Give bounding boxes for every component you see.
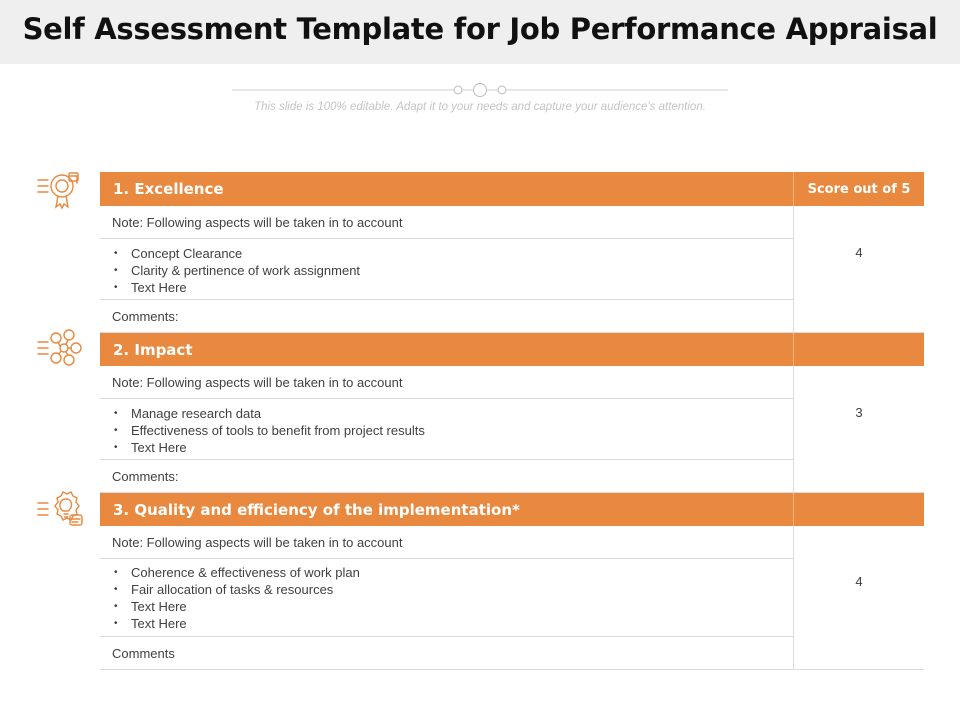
score-value: 4 [855, 245, 863, 260]
column-divider [793, 366, 794, 493]
comments-row [100, 637, 924, 670]
criteria-row [100, 559, 793, 637]
comments-label: Comments: [112, 309, 179, 324]
section-header [100, 493, 924, 526]
criteria-list [112, 245, 360, 296]
note-text: Note: Following aspects will be taken in to account [112, 215, 403, 230]
criteria-list [112, 405, 425, 456]
subtitle: This slide is 100% editable. Adapt it to your needs and capture your audience's attention. [254, 101, 706, 113]
list-item: • Coherence & effectiveness of work plan [112, 564, 360, 581]
criteria-list [112, 564, 360, 632]
note-text: Note: Following aspects will be taken in to account [112, 535, 403, 550]
section-title: 3. Quality and efficiency of the implementation* [113, 500, 520, 519]
criteria-row [100, 239, 793, 300]
list-item: • Clarity & pertinence of work assignment [112, 262, 360, 279]
criteria-row [100, 399, 793, 460]
column-divider [793, 493, 794, 526]
list-item: • Text Here [112, 598, 360, 615]
list-item: • Concept Clearance [112, 245, 360, 262]
score-value: 4 [855, 574, 863, 589]
section-header [100, 333, 924, 366]
note-row [100, 206, 793, 239]
column-divider [793, 333, 794, 366]
comments-label: Comments [112, 646, 175, 661]
section-title: 2. Impact [113, 340, 193, 359]
title-bar [0, 0, 960, 64]
comments-row [100, 300, 924, 333]
note-row [100, 526, 793, 559]
score-column-header: Score out of 5 [807, 181, 911, 197]
section-header [100, 172, 924, 206]
list-item: • Fair allocation of tasks & resources [112, 581, 360, 598]
list-item: • Text Here [112, 279, 360, 296]
list-item: • Text Here [112, 439, 425, 456]
list-item: • Text Here [112, 615, 360, 632]
comments-row [100, 460, 924, 493]
award-ribbon-icon [36, 170, 86, 210]
section-title: 1. Excellence [113, 180, 224, 198]
column-divider [793, 526, 794, 670]
comments-label: Comments: [112, 469, 179, 484]
decorative-divider [232, 83, 728, 97]
lightbulb-gear-icon [36, 489, 86, 529]
score-value: 3 [855, 405, 863, 420]
page-title: Self Assessment Template for Job Performance Appraisal [22, 12, 938, 46]
note-row [100, 366, 793, 399]
column-divider [793, 206, 794, 333]
list-item: • Effectiveness of tools to benefit from project results [112, 422, 425, 439]
network-people-icon [36, 328, 86, 368]
note-text: Note: Following aspects will be taken in to account [112, 375, 403, 390]
list-item: • Manage research data [112, 405, 425, 422]
